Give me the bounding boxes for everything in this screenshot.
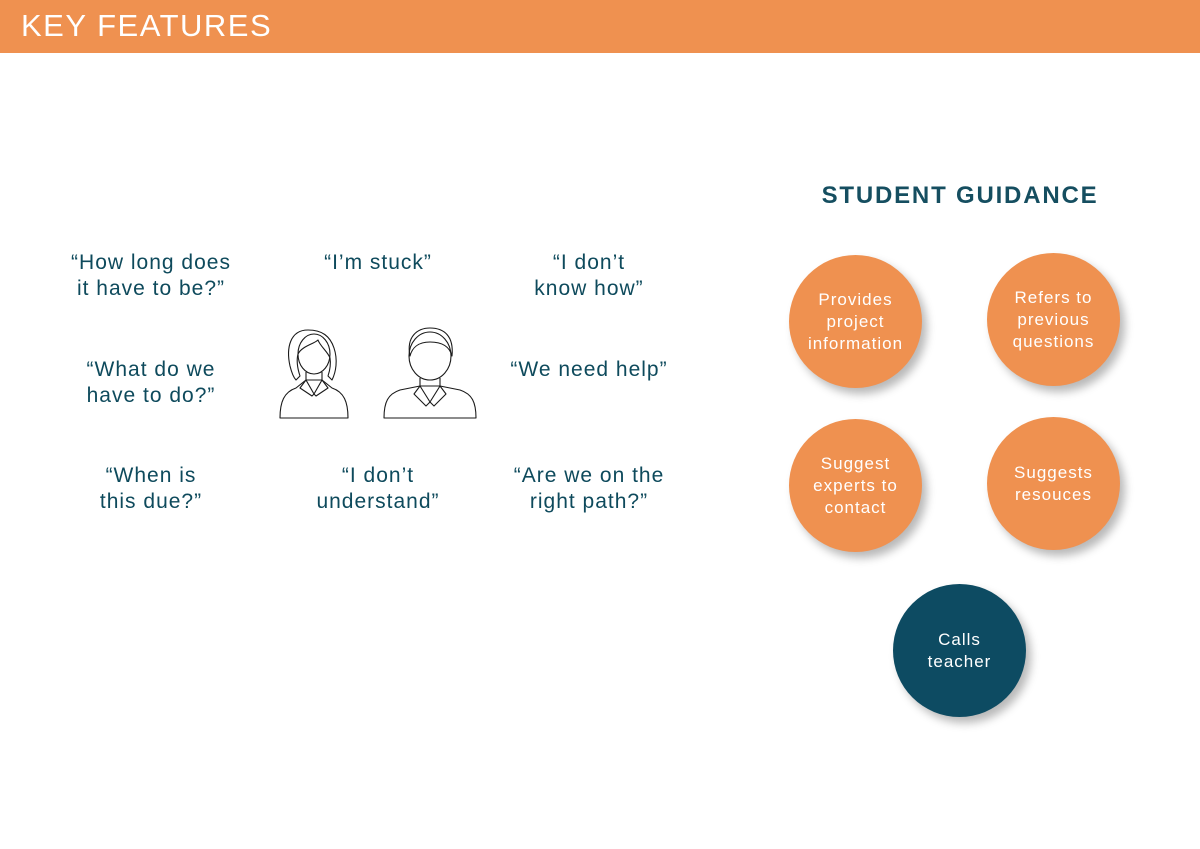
feature-refers-previous-questions: Refers to previous questions: [987, 253, 1120, 386]
quote-dont-know-how: “I don’t know how”: [534, 251, 644, 300]
quote-dont-understand: “I don’t understand”: [316, 464, 440, 513]
header-bar: [0, 0, 1200, 53]
male-student-icon: [384, 328, 476, 418]
female-student-icon: [280, 330, 348, 418]
students-illustration: [272, 318, 482, 422]
section-title: STUDENT GUIDANCE: [821, 182, 1099, 209]
quote-right-path: “Are we on the right path?”: [513, 464, 665, 513]
quote-how-long: “How long does it have to be?”: [71, 251, 231, 300]
feature-provides-project-info: Provides project information: [789, 255, 922, 388]
feature-suggest-experts: Suggest experts to contact: [789, 419, 922, 552]
quote-stuck: “I’m stuck”: [324, 251, 432, 274]
feature-calls-teacher: Calls teacher: [893, 584, 1026, 717]
page-title: KEY FEATURES: [21, 8, 273, 43]
quote-what-to-do: “What do we have to do?”: [86, 358, 216, 407]
quote-need-help: “We need help”: [510, 358, 668, 381]
quote-when-due: “When is this due?”: [99, 464, 203, 513]
feature-suggests-resources: Suggests resouces: [987, 417, 1120, 550]
